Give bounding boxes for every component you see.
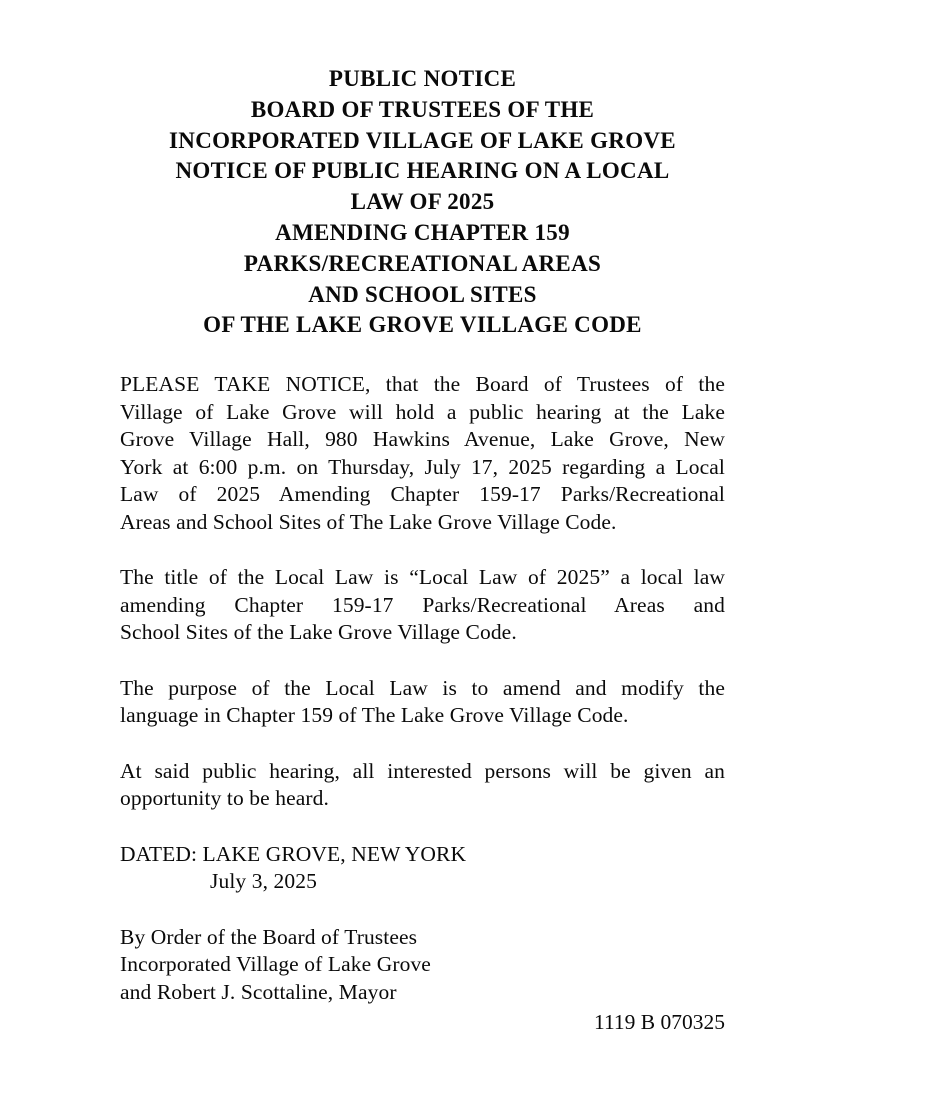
title-line: INCORPORATED VILLAGE OF LAKE GROVE <box>169 127 676 153</box>
dated-line: DATED: LAKE GROVE, NEW YORK <box>120 841 467 866</box>
title-line: AND SCHOOL SITES <box>308 281 537 307</box>
notice-code: 1119 B 070325 <box>594 1010 725 1035</box>
body-line: Village of Lake Grove will hold a public hearing at the Lake <box>120 399 725 424</box>
dated-block <box>120 841 725 896</box>
notice-column <box>120 64 725 1037</box>
title-line: LAW OF 2025 <box>350 189 495 215</box>
body-line: York at 6:00 p.m. on Thursday, July 17, 2025 regarding a Local <box>120 454 725 479</box>
title-line: BOARD OF TRUSTEES OF THE <box>250 96 595 122</box>
title-line: PARKS/RECREATIONAL AREAS <box>243 250 602 276</box>
signature-block <box>120 924 725 1007</box>
body-line: The purpose of the Local Law is to amend and modify the <box>120 675 725 700</box>
paragraph-opportunity <box>120 758 725 813</box>
title-line: PUBLIC NOTICE <box>328 66 517 91</box>
paragraph-hearing-details <box>120 371 725 536</box>
paragraph-purpose <box>120 675 725 730</box>
body-line: amending Chapter 159-17 Parks/Recreational Areas and <box>120 592 725 617</box>
body-line: Areas and School Sites of The Lake Grove Village Code. <box>120 509 617 534</box>
body-line: Law of 2025 Amending Chapter 159-17 Parks/Recreational <box>120 482 725 507</box>
notice-title-block <box>120 64 725 341</box>
body-line: opportunity to be heard. <box>120 786 329 811</box>
title-line: AMENDING CHAPTER 159 <box>275 219 570 245</box>
body-line: The title of the Local Law is “Local Law of 2025” a local law <box>120 565 725 590</box>
dated-date-line: July 3, 2025 <box>210 869 317 894</box>
title-line: NOTICE OF PUBLIC HEARING ON A LOCAL <box>175 158 670 184</box>
body-line: At said public hearing, all interested persons will be given an <box>120 758 725 783</box>
title-line: OF THE LAKE GROVE VILLAGE CODE <box>203 312 642 338</box>
body-line: PLEASE TAKE NOTICE, that the Board of Trustees of the <box>120 372 725 397</box>
body-line: language in Chapter 159 of The Lake Grove Village Code. <box>120 703 629 728</box>
signature-line: and Robert J. Scottaline, Mayor <box>120 979 397 1004</box>
signature-line: Incorporated Village of Lake Grove <box>120 952 431 977</box>
signature-line: By Order of the Board of Trustees <box>120 924 418 949</box>
body-line: School Sites of the Lake Grove Village Code. <box>120 620 517 645</box>
paragraph-local-law-title <box>120 564 725 647</box>
body-line: Grove Village Hall, 980 Hawkins Avenue, Lake Grove, New <box>120 427 725 452</box>
